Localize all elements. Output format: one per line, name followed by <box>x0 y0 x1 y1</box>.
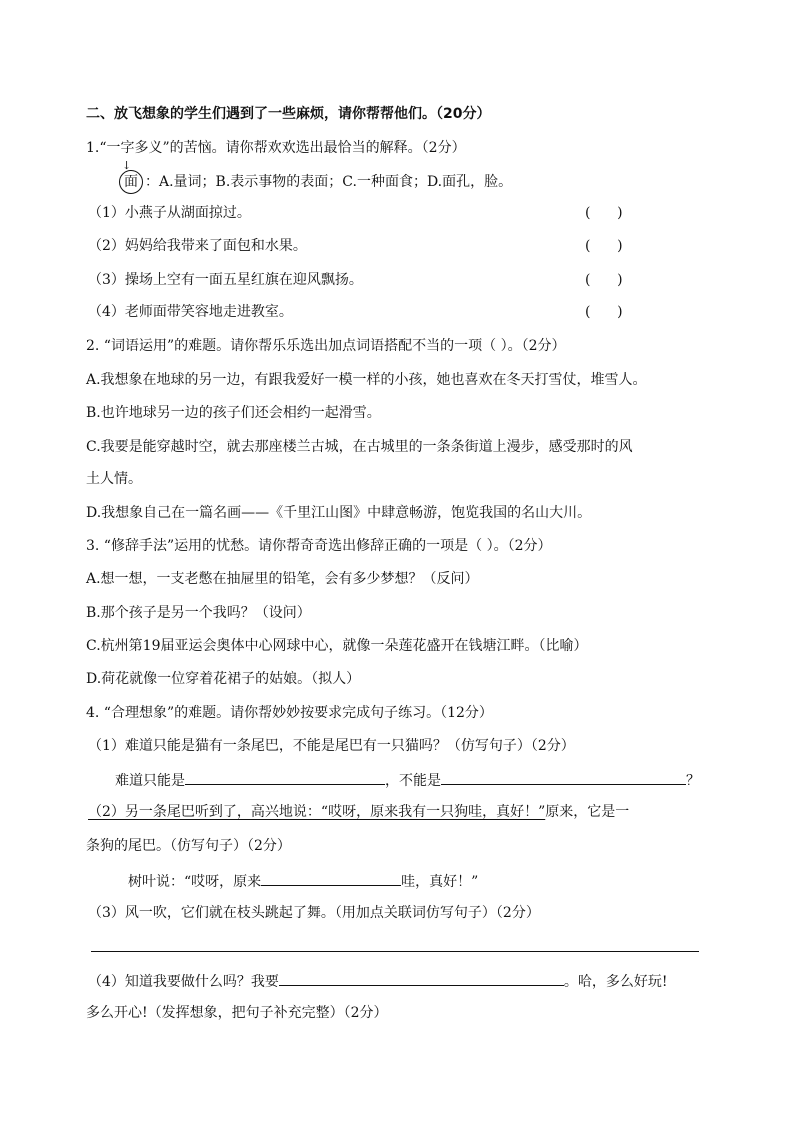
q3-option-d: D.荷花就像一位穿着花裙子的姑娘。（拟人） <box>86 671 361 687</box>
q2-option-d: D.我想象自己在一篇名画——《千里江山图》中肆意畅游，饱览我国的名山大川。 <box>86 505 592 521</box>
q4-s1-blank-1[interactable] <box>185 768 385 785</box>
q3-option-b: B.那个孩子是另一个我吗？（设问） <box>86 605 311 621</box>
q4-s2-underlined: （2）另一条尾巴听到了，高兴地说：“哎呀，原来我有一只狗哇，真好！” <box>88 804 546 820</box>
q1-answer-2[interactable]: ( ) <box>585 238 623 254</box>
q1-answer-3[interactable]: ( ) <box>585 272 623 288</box>
q1-answer-4[interactable]: ( ) <box>585 304 623 320</box>
q4-s4-prefix: （4）知道我要做什么吗？我要 <box>88 974 279 990</box>
section-title: 二、放飞想象的学生们遇到了一些麻烦，请你帮帮他们。（20分） <box>86 106 491 122</box>
q4-s2-prefix: 树叶说：“哎呀，原来 <box>128 874 262 890</box>
q1-item-4: （4）老师面带笑容地走进教室。 <box>88 304 293 320</box>
q4-s3-answer-line[interactable] <box>91 951 699 952</box>
q4-s4-blank[interactable] <box>279 969 564 986</box>
q4-s1: （1）难道只能是猫有一条尾巴，不能是尾巴有一只猫吗？（仿写句子）（2分） <box>88 738 575 754</box>
q4-s2-line1 <box>88 802 629 822</box>
q3-title: 3. “修辞手法”运用的忧愁。请你帮奇奇选出修辞正确的一项是（ ）。（2分） <box>86 538 552 554</box>
q4-s1-suffix: ？ <box>686 773 700 789</box>
q4-s2-fill <box>128 869 478 892</box>
q4-s2-blank[interactable] <box>261 869 401 886</box>
q1-answer-1[interactable]: ( ) <box>585 205 623 221</box>
q1-item-1: （1）小燕子从湖面掠过。 <box>88 205 251 221</box>
circled-char-mian: 面 <box>119 170 143 194</box>
q4-s4-suffix: 。哈，多么好玩! <box>563 974 668 990</box>
q4-s2-line2: 条狗的尾巴。（仿写句子）（2分） <box>86 838 291 854</box>
q1-item-3: （3）操场上空有一面五星红旗在迎风飘扬。 <box>88 272 363 288</box>
q4-s1-fill <box>115 768 700 791</box>
q1-item-2: （2）妈妈给我带来了面包和水果。 <box>88 238 307 254</box>
q4-s1-blank-2[interactable] <box>441 768 686 785</box>
q4-s4-line1 <box>88 969 668 992</box>
q2-option-a: A.我想象在地球的另一边，有跟我爱好一模一样的小孩，她也喜欢在冬天打雪仗，堆雪人。 <box>86 372 647 388</box>
q4-s2-rest: 原来，它是一 <box>545 804 630 820</box>
q1-options-row <box>119 170 512 194</box>
q2-option-c-line2: 土人情。 <box>86 471 142 487</box>
q3-option-c: C.杭州第19届亚运会奥体中心网球中心，就像一朵莲花盛开在钱塘江畔。（比喻） <box>86 638 588 654</box>
q1-options: ：A.量词；B.表示事物的表面；C.一种面食；D.面孔，脸。 <box>145 174 513 190</box>
q4-s4-line2: 多么开心!（发挥想象，把句子补充完整）（2分） <box>86 1005 388 1021</box>
q4-title: 4. “合理想象”的难题。请你帮妙妙按要求完成句子练习。（12分） <box>86 705 493 721</box>
q3-option-a: A.想一想，一支老憋在抽屉里的铅笔，会有多少梦想？（反问） <box>86 571 479 587</box>
q2-option-b: B.也许地球另一边的孩子们还会相约一起滑雪。 <box>86 405 381 421</box>
q4-s1-middle: ，不能是 <box>385 773 441 789</box>
q1-title: 1.“一字多义”的苦恼。请你帮欢欢选出最恰当的解释。（2分） <box>86 140 466 156</box>
q4-s2-suffix: 哇，真好！” <box>401 874 479 890</box>
q4-s1-prefix: 难道只能是 <box>115 773 185 789</box>
q1-arrow-mark: ↓ <box>122 159 132 172</box>
q4-s3: （3）风一吹，它们就在枝头跳起了舞。（用加点关联词仿写句子）（2分） <box>88 905 540 921</box>
q2-title: 2. “词语运用”的难题。请你帮乐乐选出加点词语搭配不当的一项（ ）。（2分） <box>86 338 566 354</box>
q2-option-c-line1: C.我要是能穿越时空，就去那座楼兰古城，在古城里的一条条街道上漫步，感受那时的风 <box>86 439 633 455</box>
